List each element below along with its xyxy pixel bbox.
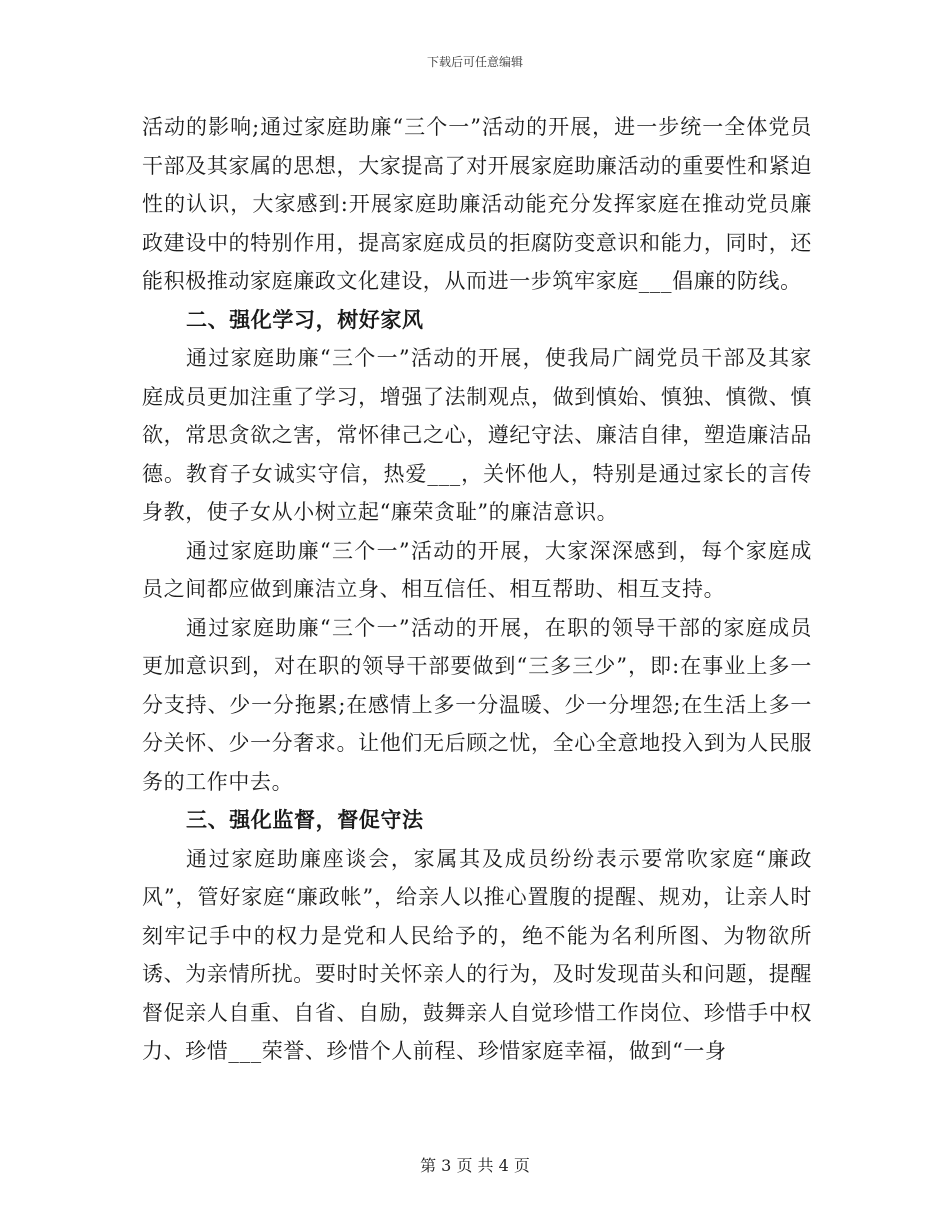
page-header: 下载后可任意编辑 (426, 55, 523, 69)
document-body (142, 108, 812, 1071)
paragraph-1: 活动的影响;通过家庭助廉“三个一”活动的开展，进一步统一全体党员干部及其家属的思想，大家提高了对开展家庭助廉活动的重要性和紧迫性的认识，大家感到:开展家庭助廉活动能充分发挥家庭在推动党员廉政建设中的特别作用，提高家庭成员的拒腐防变意识和能力，同时，还能积极推动家庭廉政文化建设，从而进一步筑牢家庭___倡廉的防线。 (142, 115, 812, 293)
paragraph-4: 通过家庭助廉“三个一”活动的开展，在职的领导干部的家庭成员更加意识到，对在职的领导干部要做到“三多三少”，即:在事业上多一分支持、少一分拖累;在感情上多一分温暖、少一分埋怨;在生活上多一分关怀、少一分奢求。让他们无后顾之忧，全心全意地投入到为人民服务的工作中去。 (142, 615, 812, 794)
paragraph-5: 通过家庭助廉座谈会，家属其及成员纷纷表示要常吹家庭“廉政风”，管好家庭“廉政帐”，给亲人以推心置腹的提醒、规劝，让亲人时刻牢记手中的权力是党和人民给予的，绝不能为名利所图、为物欲所诱、为亲情所扰。要时时关怀亲人的行为，及时发现苗头和问题，提醒督促亲人自重、自省、自励，鼓舞亲人自觉珍惜工作岗位、珍惜手中权力、珍惜___荣誉、珍惜个人前程、珍惜家庭幸福，做到“一身 (142, 846, 812, 1063)
paragraph-2: 通过家庭助廉“三个一”活动的开展，使我局广阔党员干部及其家庭成员更加注重了学习，增强了法制观点，做到慎始、慎独、慎微、慎欲，常思贪欲之害，常怀律己之心，遵纪守法、廉洁自律，塑造廉洁品德。教育子女诚实守信，热爱___，关怀他人，特别是通过家长的言传身教，使子女从小树立起“廉荣贪耻”的廉洁意识。 (142, 346, 812, 524)
section-heading-2: 二、强化学习，树好家风 (186, 306, 424, 332)
page-number: 第 3 页 共 4 页 (420, 1156, 530, 1175)
paragraph-3: 通过家庭助廉“三个一”活动的开展，大家深深感到，每个家庭成员之间都应做到廉洁立身、相互信任、相互帮助、相互支持。 (142, 538, 812, 601)
section-heading-3: 三、强化监督，督促守法 (186, 807, 424, 832)
